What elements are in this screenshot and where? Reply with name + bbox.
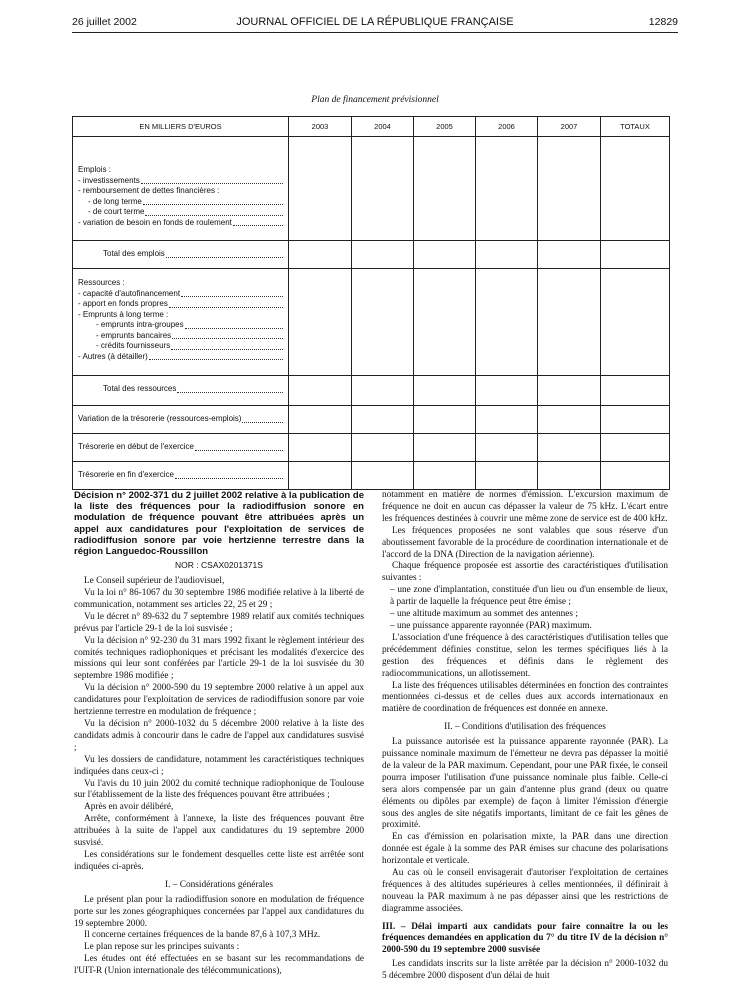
table-row-debut xyxy=(73,434,670,462)
section-heading: I. – Considérations générales xyxy=(165,879,273,890)
visa-paragraphs xyxy=(74,576,364,874)
paragraph: Vu la loi n° 86-1067 du 30 septembre 1986 modifiée relative à la liberté de communication, notamment ses articles 22, 25 et 29 ; xyxy=(74,588,364,610)
ressources-cell xyxy=(73,269,289,376)
header-date: 26 juillet 2002 xyxy=(72,16,137,28)
paragraph: Le Conseil supérieur de l'audiovisuel, xyxy=(84,576,225,587)
table-row-ressources xyxy=(73,269,670,376)
column-header: 2004 xyxy=(352,117,414,137)
list-item: - investissements xyxy=(78,176,283,187)
paragraph: Chaque fréquence proposée est assortie des caractéristiques d'utilisation suivantes : xyxy=(382,561,668,584)
total-ressources-cell: Total des ressources xyxy=(73,376,289,406)
ressources-title: Ressources : xyxy=(78,278,125,287)
table-row-variation xyxy=(73,406,670,434)
column-header: EN MILLIERS D'EUROS xyxy=(73,117,289,137)
paragraph: Le présent plan pour la radiodiffusion sonore en modulation de fréquence porte sur les zones géographiques concernées par l'appel aux candidatures du 19 septembre 2000. xyxy=(74,894,364,929)
list-item: - apport en fonds propres xyxy=(78,299,283,310)
header-rule xyxy=(72,32,678,33)
paragraph: Après en avoir délibéré, xyxy=(84,802,174,813)
column-header: 2005 xyxy=(414,117,476,137)
paragraph: Vu la décision n° 2000-590 du 19 septembre 2000 relative à un appel aux candidatures pour l'exploitation de services de radiodiffusion sonore par voie hertzienne terrestre en modulation de fréquence ; xyxy=(74,683,364,718)
column-header: TOTAUX xyxy=(601,117,670,137)
section-heading: III. – Délai imparti aux candidats pour faire connaître la ou les fréquences demandées en application du 7° du titre IV de la décision n° 2000-590 du 19 septembre 2000 susvisée xyxy=(382,921,668,955)
total-emplois-cell: Total des emplois xyxy=(73,241,289,269)
column-header: 2006 xyxy=(476,117,538,137)
table-header-row xyxy=(73,117,670,137)
variation-cell: Variation de la trésorerie (ressources-emplois) xyxy=(73,406,289,434)
paragraph: Les fréquences proposées ne sont valables que sous réserve d'un aboutissement favorable de la procédure de coordination internationale et de l'accord de la DNA (Direction de la navigation aérienne). xyxy=(382,525,668,560)
list-item: - emprunts intra-groupes xyxy=(78,320,283,331)
list-item: - Emprunts à long terme : xyxy=(78,309,169,319)
paragraph: notamment en matière de normes d'émission. L'excursion maximum de fréquence ne doit en aucun cas dépasser la valeur de 75 kHz. L'écart entre les fréquences destinées à couvrir une même zone de service est de 400 kHz. xyxy=(382,490,668,524)
page-number: 12829 xyxy=(648,16,678,28)
paragraph: Vu la décision n° 92-230 du 31 mars 1992 fixant le règlement intérieur des comités techniques radiophoniques et précisant les modalités d'exercice des missions qui leur sont conférées par l'article 29-1 de la loi susvisée du 30 septembre 1986 modifiée ; xyxy=(74,635,364,682)
column-header: 2007 xyxy=(538,117,601,137)
paragraph: Vu l'avis du 10 juin 2002 du comité technique radiophonique de Toulouse sur l'établissement de la liste des fréquences pouvant être attribuées ; xyxy=(74,778,364,801)
emplois-title: Emplois : xyxy=(78,165,111,174)
paragraph: La puissance autorisée est la puissance apparente rayonnée (PAR). La puissance nominale maximum de l'émetteur ne devra pas dépasser la moitié de la valeur de la PAR maximum. Cependant, pour une PAR fixée, le conseil pourra imposer l'utilisation d'une puissance nominale plus faible. Celle-ci sera alors compensée par un gain d'antenne plus grand (deux ou quatre éléments ou dipôles par exemple) de façon à limiter l'émission d'énergie sous des angles de site négatifs importants, limitant de ce fait les gênes de proximité. xyxy=(382,737,668,831)
list-item: - capacité d'autofinancement xyxy=(78,289,283,300)
paragraph: Au cas où le conseil envisagerait d'autoriser l'exploitation de certaines fréquences à des altitudes supérieures à celles mentionnées, il définirait à nouveau la PAR maximum à ne pas dépasser ainsi que les restrictions de diagramme associées. xyxy=(382,868,668,914)
list-item: - emprunts bancaires xyxy=(78,331,283,342)
characteristics-list xyxy=(382,585,668,633)
table-row-emplois xyxy=(73,137,670,241)
paragraph: La liste des fréquences utilisables déterminées en fonction des contraintes mentionnées ci-dessus et de celles dues aux accords internationaux en matière de coordination de fréquences est donnée en annexe. xyxy=(382,680,668,715)
paragraph: Vu la décision n° 2000-1032 du 5 décembre 2000 relative à la liste des candidats admis à concourir dans le cadre de l'appel aux candidatures susvisé ; xyxy=(74,719,364,753)
list-item: – une altitude maximum au sommet des antennes ; xyxy=(390,609,578,620)
plan-caption: Plan de financement prévisionnel xyxy=(311,95,439,105)
paragraph: En cas d'émission en polarisation mixte, la PAR dans une direction donnée est égale à la somme des PAR émises sur chacune des polarisations horizontale et verticale. xyxy=(382,832,668,867)
right-column xyxy=(382,490,668,983)
list-item: - remboursement de dettes financières : xyxy=(78,186,220,195)
paragraph: Les études ont été effectuées en se basant sur les recommandations de l'UIT-R (Union internationale des télécommunications), xyxy=(74,954,364,977)
section-heading: II. – Conditions d'utilisation des fréquences xyxy=(444,722,606,733)
paragraph: Il concerne certaines fréquences de la bande 87,6 à 107,3 MHz. xyxy=(84,930,321,941)
left-column xyxy=(74,490,364,978)
paragraph: Vu le décret n° 89-632 du 7 septembre 1989 relatif aux comités techniques prévus par l'article 29-1 de la loi susvisée ; xyxy=(74,611,364,634)
paragraph: Les considérations sur le fondement desquelles cette liste est arrêtée sont indiquées ci-après. xyxy=(74,849,364,872)
paragraph: Arrête, conformément à l'annexe, la liste des fréquences pouvant être attribuées à la suite de l'appel aux candidatures du 19 septembre 2000 susvisé. xyxy=(74,814,364,849)
column-header: 2003 xyxy=(289,117,352,137)
paragraph: Vu les dossiers de candidature, notamment les caractéristiques techniques indiquées dans ceux-ci ; xyxy=(74,754,364,777)
debut-cell: Trésorerie en début de l'exercice xyxy=(73,434,289,462)
paragraph: L'association d'une fréquence à des caractéristiques d'utilisation telles que précédemment définies constitue, selon les termes spécifiques liés à la gestion des fréquences et définis dans le règlement des radiocommunications, un allotissement. xyxy=(382,632,668,679)
list-item: – une puissance apparente rayonnée (PAR) maximum. xyxy=(390,620,592,631)
list-item: - crédits fournisseurs xyxy=(78,341,283,352)
list-item: – une zone d'implantation, constituée d'un lieu ou d'un ensemble de lieux, à partir de laquelle la fréquence peut être émise ; xyxy=(390,585,668,608)
financing-plan-table xyxy=(72,116,670,490)
fin-cell: Trésorerie en fin d'exercice xyxy=(73,462,289,490)
paragraph: Le plan repose sur les principes suivants : xyxy=(84,942,240,953)
decision-title: Décision n° 2002-371 du 2 juillet 2002 relative à la publication de la liste des fréquences pour la radiodiffusion sonore en modulation de fréquence pouvant être attribuées après un appel aux candidatures pour l'exploitation de services de radiodiffusion sonore par voie hertzienne terrestre dans la région Languedoc-Roussillon xyxy=(74,490,364,558)
list-item: - de court terme xyxy=(78,207,283,218)
emplois-cell xyxy=(73,137,289,241)
table-row-total-emplois xyxy=(73,241,670,269)
journal-title: JOURNAL OFFICIEL DE LA RÉPUBLIQUE FRANÇAISE xyxy=(236,16,514,28)
table-row-total-ressources xyxy=(73,376,670,406)
table-row-fin xyxy=(73,462,670,490)
list-item: - de long terme xyxy=(78,197,283,208)
nor-reference: NOR : CSAX0201371S xyxy=(175,560,263,571)
list-item: - variation de besoin en fonds de roulement xyxy=(78,218,283,229)
paragraph: Les candidats inscrits sur la liste arrêtée par la décision n° 2000-1032 du 5 décembre 2000 disposent d'un délai de huit xyxy=(382,959,668,982)
list-item: - Autres (à détailler) xyxy=(78,352,283,363)
